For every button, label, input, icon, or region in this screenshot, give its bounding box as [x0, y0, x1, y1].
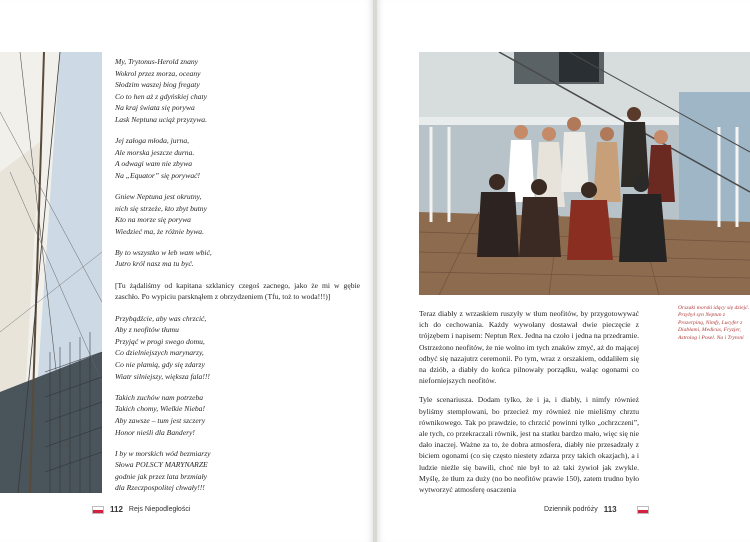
- crew-ceremony-photo: [419, 52, 750, 295]
- poem-stanza: [115, 247, 360, 270]
- poem-stanza: [115, 56, 360, 126]
- poem-stanza: [115, 135, 360, 181]
- prose-note: [Tu żądaliśmy od kapitana szklanicy czegoś zacnego, jako że mi w gębie zaschło. Po wypiciu parsknąłem z obrzydzeniem (Tfu, toż to woda!!!)]: [115, 280, 360, 302]
- poem-line: Wiedzieć ma, że różnie bywa.: [115, 226, 205, 236]
- poem-line: Takich chomy, Wielkie Nieba!: [115, 404, 205, 414]
- body-paragraph: Teraz diabły z wrzaskiem ruszyły w tłum neofitów, by przygotowywać ich do cechowania. Każdy wywołany dostawał dwie pieczęcie z trójzębem i napisem: Neptun Rex. Jedna na czoło i jedna na przedramie. Ostrzeżono neofitów, że nie wolno im tych znaków zmyć, aż do mającej odbyć się nazajutrz ceremonii. Po tym, wraz z orszakiem, oddaliłem się na dziób, a diabły do końca pilnowały porządku, waląc ogonami co nieforniejszych neofitów.: [419, 309, 639, 386]
- poem-line: godnie jak przez lata brzmiały: [115, 471, 207, 481]
- poem-line: I by w morskich wód bezmiarzy: [115, 448, 211, 458]
- poem-line: Przybądźcie, aby was chrzcić,: [115, 313, 207, 323]
- poem-line: Kto na morze się porywa: [115, 215, 191, 225]
- poem-line: Jej załoga młoda, jurna,: [115, 136, 190, 146]
- poem-line: Przyjąć w progi swego domu,: [115, 336, 205, 346]
- poem-line: dla Rzeczpospolitej chwały!!!: [115, 483, 205, 493]
- polish-flag-icon: [637, 506, 649, 514]
- poem-line: Honor nieśli dla Bandery!: [115, 427, 195, 437]
- poem-line: By to wszystko w łeb wam wbić,: [115, 247, 212, 257]
- poem-line: Na kraj świata się porywa: [115, 103, 195, 113]
- running-title: Rejs Niepodległości: [128, 506, 191, 513]
- poem-line: Co dzielniejszych marynarzy,: [115, 348, 204, 358]
- poem-stanza: [115, 313, 360, 383]
- poem-line: A odwagi wam nie zbywa: [115, 159, 193, 169]
- poem-line: Wiatr silniejszy, większa fala!!!: [115, 371, 210, 381]
- poem-line: Co to hen aż z gdyńskiej chaty: [115, 91, 207, 101]
- poem-line: Co nie plamią, gdy się zdarzy: [115, 360, 205, 370]
- page-number: 113: [603, 505, 617, 514]
- poem-line: Wokrol przez morza, oceany: [115, 68, 201, 78]
- right-folio: [544, 505, 649, 514]
- poem-line: Jutro król nasz ma tu być.: [115, 259, 194, 269]
- poem-line: Lask Neptuna uciąż przyzywa.: [115, 114, 207, 124]
- poem-stanza: [115, 448, 360, 494]
- page-number: 112: [110, 505, 123, 514]
- running-title: Dziennik podróży: [544, 506, 598, 513]
- poem-line: Aby zawsze – tum jest szczery: [115, 415, 206, 425]
- poem-line: Takich zuchów nam potrzeba: [115, 392, 204, 402]
- poem-line: Gniew Neptuna jest okrutny,: [115, 191, 202, 201]
- poem-line: Ale morska jeszcze durna.: [115, 147, 195, 157]
- left-folio: [92, 505, 190, 514]
- photo-caption: Orszaki morski idący się dziejć. Przybył syn Neptun z Prozerpiną, Nimfy, Lucyfer z Diabłami, Medicus, Fryzjer, Astrolog i Posel. Na i Trytoni: [678, 305, 749, 341]
- poem-line: Na „Equator” się porywać!: [115, 170, 201, 180]
- poem-line: Aby z neofitów tłumu: [115, 325, 179, 335]
- poem-line: nich się strzeże, kto zbyt butny: [115, 203, 207, 213]
- ship-sails-photo: [0, 52, 102, 493]
- left-page: [0, 0, 373, 542]
- poem-line: Słowa POLSCY MARYNARZE: [115, 460, 208, 470]
- poem-line: Słodzim waszej biog fregaty: [115, 80, 200, 90]
- poem-stanza: [115, 392, 360, 438]
- poem: [115, 56, 360, 504]
- poem-line: My, Trytonus-Herold znany: [115, 57, 199, 66]
- body-text: [419, 308, 639, 503]
- body-paragraph: Tyle scenariusza. Dodam tylko, że i ja, i diabły, i nimfy również byliśmy stemplowani, bo przecież my również nie mieliśmy chrztu równikowego. Tak po prawdzie, to chrzcić powinni tylko „ochrzczeni”, ale tych, co przekraczali równik, jest na statku bardzo mało, więc się nie dało inaczej. Ważne za to, że dobra atmosfera, diabły nie przesadzały z biciem ogonami (co się często niestety zdarza przy takich okazjach), a i ludzie nieźle się bawili, choć nie był to aż taki żywioł jak zwykle. Myślę, że tłum za duży (no bo neofitów prawie 150), zatem trudno było wytworzyć atmosferę osaczenia: [419, 395, 639, 495]
- polish-flag-icon: [92, 506, 104, 514]
- poem-stanza: [115, 191, 360, 237]
